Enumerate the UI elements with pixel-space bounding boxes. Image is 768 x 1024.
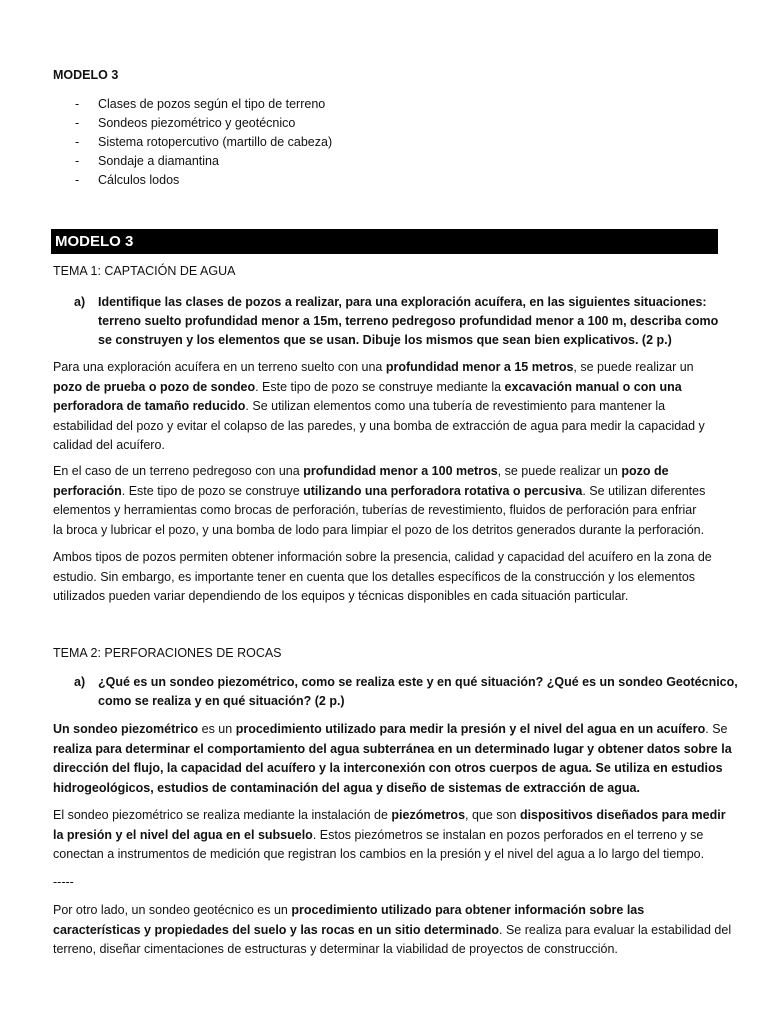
list-dash: - xyxy=(75,135,80,149)
paragraph-line: perforadora de tamaño reducido. Se utilizan elementos como una tubería de revestimiento para mantener la xyxy=(53,399,666,413)
section-banner: MODELO 3 xyxy=(51,229,718,254)
tema1-paragraph-1 xyxy=(53,358,719,456)
paragraph-line: calidad del acuífero. xyxy=(53,438,165,452)
paragraph-line: la broca y lubricar el pozo, y una bomba de lodo para limpiar el pozo de los detritos generados durante la perforación. xyxy=(53,522,705,537)
paragraph-line: Por otro lado, un sondeo geotécnico es un procedimiento utilizado para obtener información sobre las xyxy=(53,903,645,917)
question-line: se construyen y los elementos que se usan. Dibuje los mismos que sean bien explicativos. (2 p.) xyxy=(98,333,672,347)
paragraph-line: características y propiedades del suelo y las rocas en un sitio determinado. Se realiza para evaluar la estabilidad del xyxy=(53,922,732,937)
paragraph-line: la presión y el nivel del agua en el subsuelo. Estos piezómetros se instalan en pozos perforados en el terreno y se xyxy=(53,827,704,842)
paragraph-line: Ambos tipos de pozos permiten obtener información sobre la presencia, calidad y capacidad del acuífero en la zona de xyxy=(53,550,712,564)
paragraph-line: Para una exploración acuífera en un terreno suelto con una profundidad menor a 15 metros, se puede realizar un xyxy=(53,360,694,374)
question-marker: a) xyxy=(74,295,86,309)
paragraph-line: realiza para determinar el comportamiento del agua subterránea en un determinado lugar y obtener datos sobre la xyxy=(53,741,732,756)
list-item: Sondaje a diamantina xyxy=(98,154,219,168)
paragraph-line: En el caso de un terreno pedregoso con una profundidad menor a 100 metros, se puede realizar un pozo de xyxy=(53,464,669,478)
paragraph-line: perforación. Este tipo de pozo se construye utilizando una perforadora rotativa o percusiva. Se utilizan diferentes xyxy=(53,483,706,498)
separator-dashes: ----- xyxy=(53,875,74,889)
list-item: Sondeos piezométrico y geotécnico xyxy=(98,116,296,130)
paragraph-line: elementos y herramientas como brocas de perforación, tuberías de revestimiento, fluidos de perforación para enfriar xyxy=(53,503,697,517)
question-line: como se realiza y en qué situación? (2 p.) xyxy=(98,694,345,708)
paragraph-line: hidrogeológicos, estudios de contaminación del agua y diseño de sistemas de extracción de agua. xyxy=(53,780,640,795)
list-item: Cálculos lodos xyxy=(98,173,180,187)
paragraph-line: utilizados pueden variar dependiendo de los equipos y técnicas disponibles en cada situación particular. xyxy=(53,589,629,603)
question-line: ¿Qué es un sondeo piezométrico, como se realiza este y en qué situación? ¿Qué es un sondeo Geotécnico, xyxy=(98,675,738,689)
list-dash: - xyxy=(75,97,80,111)
tema2-title: TEMA 2: PERFORACIONES DE ROCAS xyxy=(53,646,282,660)
question-marker: a) xyxy=(74,675,86,689)
paragraph-line: estudio. Sin embargo, es importante tener en cuenta que los detalles específicos de la construcción y los elementos xyxy=(53,569,696,584)
paragraph-line: conectan a instrumentos de medición que registran los cambios en la presión y el nivel del agua a lo largo del tiempo. xyxy=(53,847,705,861)
tema1-paragraph-2 xyxy=(53,462,719,540)
paragraph-line: estabilidad del pozo y evitar el colapso de las paredes, y una bomba de extracción de agua para medir la capacidad y xyxy=(53,418,705,433)
list-dash: - xyxy=(75,116,80,130)
paragraph-line: pozo de prueba o pozo de sondeo. Este tipo de pozo se construye mediante la excavación manual o con una xyxy=(53,379,682,394)
question-line: Identifique las clases de pozos a realizar, para una exploración acuífera, en las siguientes situaciones: xyxy=(98,295,707,309)
paragraph-line: Un sondeo piezométrico es un procedimiento utilizado para medir la presión y el nivel del agua en un acuífero. Se xyxy=(53,722,728,736)
paragraph-line: dirección del flujo, la capacidad del acuífero y la interconexión con otros cuerpos de agua. Se utiliza en estudios xyxy=(53,761,723,775)
tema1-title: TEMA 1: CAPTACIÓN DE AGUA xyxy=(53,264,236,278)
tema2-paragraph-3 xyxy=(53,901,732,960)
tema2-paragraph-1 xyxy=(53,720,732,798)
question-line: terreno suelto profundidad menor a 15m, terreno pedregoso profundidad menor a 100 m, describa como xyxy=(98,314,719,328)
list-dash: - xyxy=(75,154,80,168)
tema2-paragraph-2 xyxy=(53,806,726,865)
list-dash: - xyxy=(75,173,80,187)
list-item: Clases de pozos según el tipo de terreno xyxy=(98,97,326,111)
paragraph-line: El sondeo piezométrico se realiza mediante la instalación de piezómetros, que son dispositivos diseñados para medir xyxy=(53,808,726,822)
tema1-paragraph-3 xyxy=(53,548,719,607)
list-item: Sistema rotopercutivo (martillo de cabeza) xyxy=(98,135,333,149)
top-title: MODELO 3 xyxy=(53,68,119,82)
paragraph-line: terreno, diseñar cimentaciones de estructuras y determinar la viabilidad de proyectos de construcción. xyxy=(53,942,618,956)
